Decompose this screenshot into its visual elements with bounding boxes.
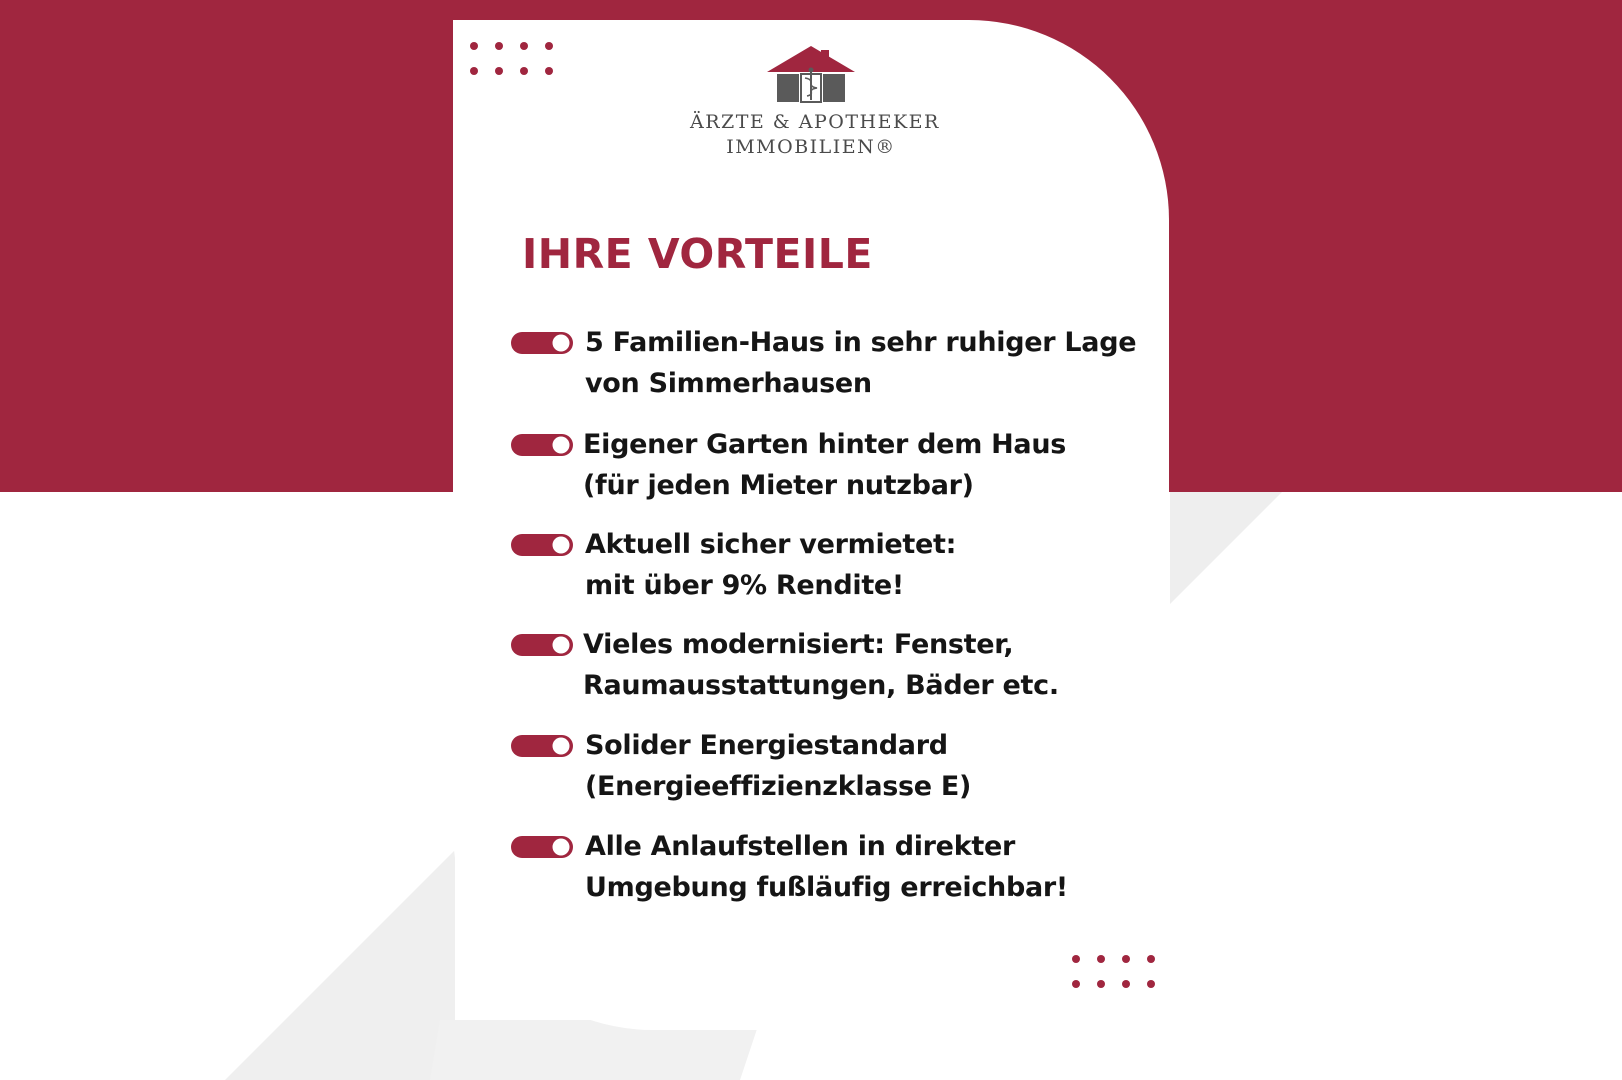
- decorative-dots-bottom-right: [1072, 955, 1155, 988]
- benefit-line-1: Solider Energiestandard: [585, 730, 948, 761]
- benefit-item-1: [511, 322, 1136, 404]
- benefit-line-2: mit über 9% Rendite!: [585, 570, 904, 601]
- toggle-switch-icon: [511, 332, 573, 354]
- benefit-line-2: Raumausstattungen, Bäder etc.: [583, 670, 1059, 701]
- logo-line-1: ÄRZTE & APOTHEKER: [690, 111, 940, 133]
- benefit-item-2: [511, 424, 1066, 506]
- toggle-switch-icon: [511, 534, 573, 556]
- toggle-switch-icon: [511, 634, 573, 656]
- logo-line-2: IMMOBILIEN®: [726, 136, 896, 158]
- benefit-item-6: [511, 826, 1068, 908]
- house-caduceus-icon: [765, 44, 857, 106]
- decorative-dots-top-left: [470, 42, 553, 75]
- benefit-item-5: [511, 725, 971, 807]
- benefit-line-2: von Simmerhausen: [585, 368, 872, 399]
- benefit-line-1: 5 Familien-Haus in sehr ruhiger Lage: [585, 327, 1137, 358]
- benefit-line-2: Umgebung fußläufig erreichbar!: [585, 872, 1068, 903]
- benefit-line-1: Eigener Garten hinter dem Haus: [583, 429, 1067, 460]
- benefit-line-1: Vieles modernisiert: Fenster,: [583, 629, 1014, 660]
- toggle-switch-icon: [511, 836, 573, 858]
- benefit-item-3: [511, 524, 956, 606]
- page-title: IHRE VORTEILE: [522, 230, 873, 278]
- benefit-item-4: [511, 624, 1059, 706]
- toggle-switch-icon: [511, 434, 573, 456]
- company-logo: [690, 44, 940, 160]
- benefit-line-1: Alle Anlaufstellen in direkter: [585, 831, 1015, 862]
- benefit-line-1: Aktuell sicher vermietet:: [585, 529, 957, 560]
- toggle-switch-icon: [511, 735, 573, 757]
- benefit-line-2: (Energieeffizienzklasse E): [585, 771, 972, 802]
- benefit-line-2: (für jeden Mieter nutzbar): [583, 470, 974, 501]
